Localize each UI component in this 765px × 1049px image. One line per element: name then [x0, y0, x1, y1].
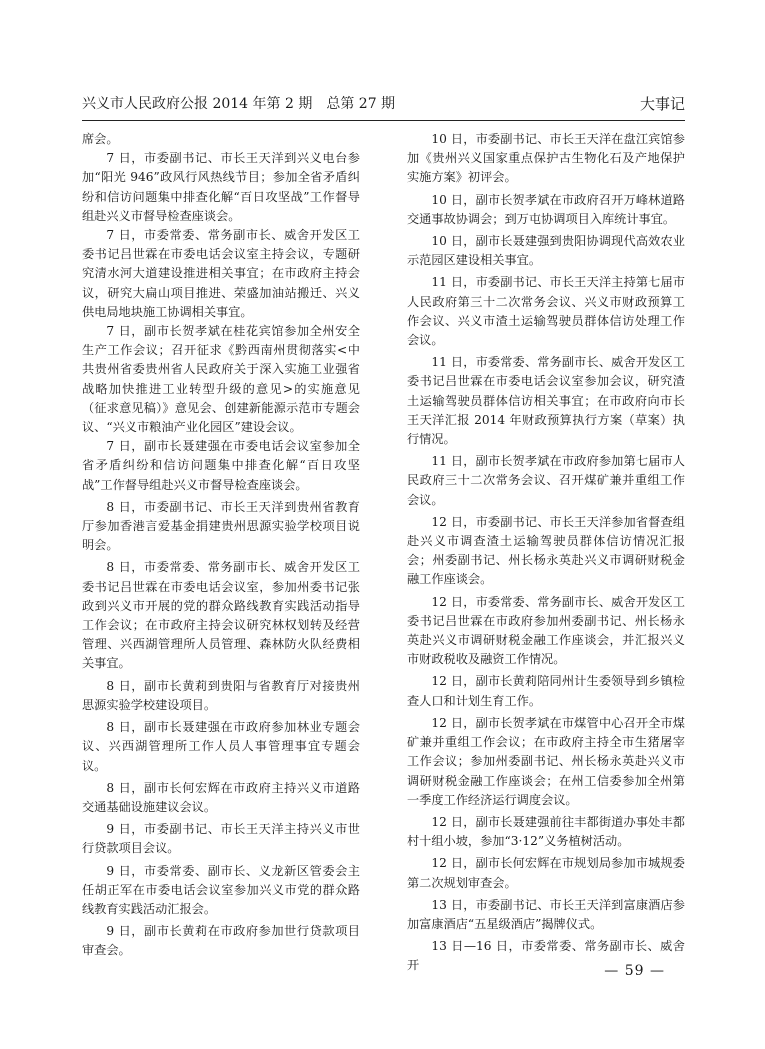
page-header [82, 92, 685, 121]
paragraph: 8 日，副市长黄莉到贵阳与省教育厅对接贵州思源实验学校建设项目。 [82, 678, 360, 712]
paragraph: 11 日，副市长贺孝斌在市政府参加第七届市人民政府三十二次常务会议、召开煤矿兼并重组工作会议。 [407, 454, 685, 507]
paragraph: 10 日，副市长聂建强到贵阳协调现代高效农业示范园区建设相关事宜。 [407, 234, 685, 268]
paragraph: 12 日，市委常委、常务副市长、威舍开发区工委书记吕世霖在市政府参加州委副书记、州长杨永英赴兴义市调研财税金融工作座谈会，并汇报兴义市财政税收及融资工作情况。 [407, 594, 685, 667]
section-title: 大事记 [639, 95, 685, 113]
publication-title: 兴义市人民政府公报 2014 年第 2 期 总第 27 期 [82, 96, 396, 112]
paragraph: 8 日，市委常委、常务副市长、威舍开发区工委书记吕世霖在市委电话会议室，参加州委书记张政到兴义市开展的党的群众路线教育实践活动指导工作会议；在市政府主持会议研究林权划转及经营管理、兴西湖管理所人员管理、森林防火队经费相关事宜。 [82, 560, 360, 671]
paragraph: 7 日，市委常委、常务副市长、威舍开发区工委书记吕世霖在市委电话会议室主持会议，专题研究清水河大道建设推进相关事宜；在市政府主持会议，研究大扁山项目推进、荣盛加油站搬迁、兴义供电局地块施工协调相关事宜。 [82, 228, 360, 319]
paragraph: 13 日，市委副书记、市长王天洋到富康酒店参加富康酒店“五星级酒店”揭牌仪式。 [407, 897, 685, 931]
paragraph: 7 日，副市长聂建强在市委电话会议室参加全省矛盾纠纷和信访问题集中排查化解“百日攻坚战”工作督导组赴兴义市督导检查座谈会。 [82, 439, 360, 492]
right-column [407, 130, 685, 976]
paragraph: 7 日，副市长贺孝斌在桂花宾馆参加全州安全生产工作会议；召开征求《黔西南州贯彻落实<中共贵州省委贵州省人民政府关于深入实施工业强省战略加快推进工业转型升级的意见>的实施意见（征求意见稿）》意见会、创建新能源示范市专题会议、“兴义市粮油产业化园区”建设会议。 [82, 324, 360, 435]
paragraph: 11 日，市委副书记、市长王天洋主持第七届市人民政府第三十二次常务会议、兴义市财政预算工作会议、兴义市渣土运输驾驶员群体信访处理工作会议。 [407, 275, 685, 348]
paragraph: 12 日，副市长黄莉陪同州计生委领导到乡镇检查人口和计划生育工作。 [407, 674, 685, 708]
left-column [82, 130, 360, 961]
page-number: — 59 — [604, 963, 665, 979]
paragraph: 10 日，副市长贺孝斌在市政府召开万峰林道路交通事故协调会；到万屯协调项目入库统计事宜。 [407, 192, 685, 226]
paragraph: 8 日，副市长何宏辉在市政府主持兴义市道路交通基础设施建议会议。 [82, 780, 360, 814]
paragraph: 席会。 [82, 132, 119, 146]
paragraph: 8 日，副市长聂建强在市政府参加林业专题会议、兴西湖管理所工作人员人事管理事宜专题会议。 [82, 720, 360, 773]
paragraph: 12 日，副市长何宏辉在市规划局参加市城规委第二次规划审查会。 [407, 856, 685, 890]
paragraph: 7 日，市委副书记、市长王天洋到兴义电台参加“阳光 946”政风行风热线节目；参加全省矛盾纠纷和信访问题集中排查化解“百日攻坚战”工作督导组赴兴义市督导检查座谈会。 [82, 151, 360, 223]
paragraph: 11 日，市委常委、常务副市长、威舍开发区工委书记吕世霖在市委电话会议室参加会议，研究渣土运输驾驶员群体信访相关事宜；在市政府向市长王天洋汇报 2014 年财政预算执行方案（草案）执行情况。 [407, 355, 685, 447]
paragraph: 12 日，副市长贺孝斌在市煤管中心召开全市煤矿兼并重组工作会议；在市政府主持全市生猪屠宰工作会议；参加州委副书记、州长杨永英赴兴义市调研财税金融工作座谈会；在州工信委参加全州第一季度工作经济运行调度会议。 [407, 715, 685, 807]
paragraph: 9 日，市委常委、副市长、义龙新区管委会主任胡正军在市委电话会议室参加兴义市党的群众路线教育实践活动汇报会。 [82, 863, 360, 916]
paragraph: 9 日，副市长黄莉在市政府参加世行贷款项目审查会。 [82, 924, 360, 958]
paragraph: 13 日—16 日，市委常委、常务副市长、威舍开 [407, 939, 685, 973]
paragraph: 9 日，市委副书记、市长王天洋主持兴义市世行贷款项目会议。 [82, 822, 360, 856]
paragraph: 12 日，市委副书记、市长王天洋参加省督查组赴兴义市调查渣土运输驾驶员群体信访情况汇报会；州委副书记、州长杨永英赴兴义市调研财税金融工作座谈会。 [407, 514, 685, 587]
paragraph: 10 日，市委副书记、市长王天洋在盘江宾馆参加《贵州兴义国家重点保护古生物化石及产地保护实施方案》初评会。 [407, 132, 685, 185]
paragraph: 8 日，市委副书记、市长王天洋到贵州省教育厅参加香港言爱基金捐建贵州思源实验学校项目说明会。 [82, 499, 360, 553]
paragraph: 12 日，副市长聂建强前往丰都街道办事处丰都村十组小坡，参加“3·12”义务植树活动。 [407, 814, 685, 849]
